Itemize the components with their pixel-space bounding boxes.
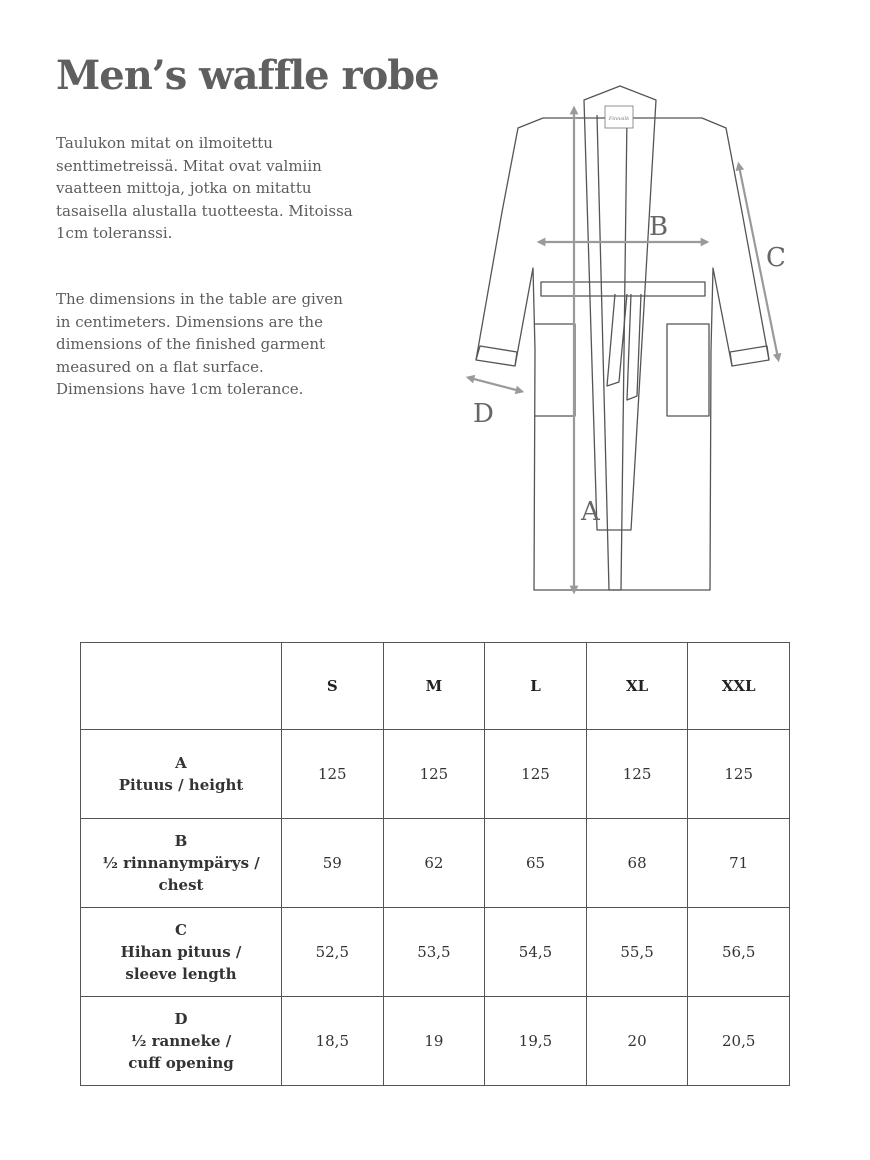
robe-belt: [541, 282, 705, 296]
dimension-label-d: D: [473, 399, 494, 429]
measure-letter: D: [174, 1010, 188, 1028]
robe-shawl-collar: [584, 86, 656, 530]
value-cell: 19,5: [485, 997, 587, 1086]
intro-en-line: in centimeters. Dimensions are the: [56, 312, 323, 331]
value-cell: 20,5: [688, 997, 790, 1086]
measure-letter: A: [175, 754, 187, 772]
header-empty-cell: [81, 643, 282, 730]
intro-en-line: dimensions of the finished garment: [56, 335, 326, 353]
value-cell: 55,5: [586, 908, 688, 997]
value-cell: 62: [383, 819, 485, 908]
robe-right-pocket: [667, 324, 709, 416]
robe-illustration: [455, 70, 785, 610]
measure-label-c: [81, 908, 282, 997]
measure-name: cuff opening: [128, 1054, 234, 1072]
value-cell: 52,5: [282, 908, 384, 997]
size-header: M: [383, 643, 485, 730]
table-row: [81, 997, 790, 1086]
table-row: [81, 908, 790, 997]
size-header: XXL: [688, 643, 790, 730]
value-cell: 65: [485, 819, 587, 908]
size-header-row: [81, 643, 790, 730]
value-cell: 125: [282, 730, 384, 819]
table-row: [81, 819, 790, 908]
measure-name: ½ rinnanympärys /: [102, 854, 260, 872]
value-cell: 125: [383, 730, 485, 819]
table-row: [81, 730, 790, 819]
measure-label-d: [81, 997, 282, 1086]
measure-letter: B: [174, 832, 188, 850]
dimension-label-b: B: [649, 212, 669, 242]
intro-fi-line: tasaisella alustalla tuotteesta. Mitoissa: [56, 201, 353, 220]
robe-brand-label-text: Finnsilk: [608, 116, 630, 122]
intro-en-line: Dimensions have 1cm tolerance.: [56, 380, 304, 398]
robe-left-pocket: [535, 324, 575, 416]
value-cell: 59: [282, 819, 384, 908]
measure-name: sleeve length: [125, 965, 237, 983]
robe-front-panel: [597, 115, 630, 590]
page-title: Men’s waffle robe: [56, 52, 439, 99]
value-cell: 56,5: [688, 908, 790, 997]
measure-name: chest: [158, 876, 204, 894]
value-cell: 53,5: [383, 908, 485, 997]
size-header: L: [485, 643, 587, 730]
intro-en-line: measured on a flat surface.: [56, 357, 264, 376]
size-header: XL: [586, 643, 688, 730]
measure-label-a: [81, 730, 282, 819]
value-cell: 125: [688, 730, 790, 819]
value-cell: 125: [586, 730, 688, 819]
intro-english: [56, 288, 396, 401]
measure-letter: C: [175, 921, 187, 939]
intro-finnish: [56, 132, 396, 245]
measure-name: ½ ranneke /: [130, 1032, 232, 1050]
size-header: S: [282, 643, 384, 730]
intro-fi-line: 1cm toleranssi.: [56, 224, 173, 242]
dimension-label-c: C: [766, 243, 786, 273]
value-cell: 125: [485, 730, 587, 819]
intro-fi-line: senttimetreissä. Mitat ovat valmiin: [56, 156, 322, 175]
intro-fi-line: Taulukon mitat on ilmoitettu: [56, 134, 273, 152]
intro-en-line: The dimensions in the table are given: [56, 290, 343, 308]
measure-name: Hihan pituus /: [120, 943, 242, 961]
measure-name: Pituus / height: [118, 776, 244, 794]
value-cell: 18,5: [282, 997, 384, 1086]
dimension-d-arrow: [470, 378, 520, 391]
value-cell: 20: [586, 997, 688, 1086]
size-table: [80, 642, 790, 1086]
value-cell: 19: [383, 997, 485, 1086]
robe-diagram: [455, 70, 785, 610]
measure-label-b: [81, 819, 282, 908]
value-cell: 68: [586, 819, 688, 908]
dimension-label-a: A: [581, 497, 600, 527]
intro-fi-line: vaatteen mittoja, jotka on mitattu: [56, 179, 312, 197]
value-cell: 71: [688, 819, 790, 908]
value-cell: 54,5: [485, 908, 587, 997]
